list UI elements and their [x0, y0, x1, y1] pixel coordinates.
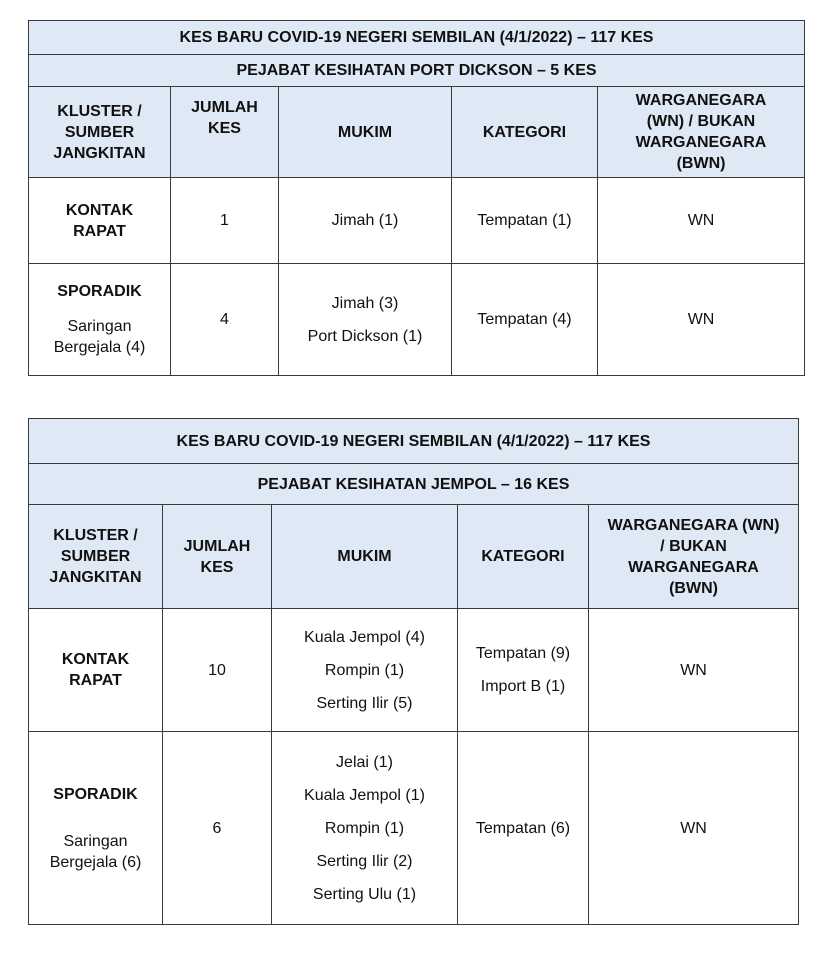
table-subtitle: PEJABAT KESIHATAN JEMPOL – 16 KES [29, 464, 799, 505]
table-port-dickson [28, 20, 805, 376]
header-kluster-line: KLUSTER / [53, 527, 138, 544]
mukim-line: Rompin (1) [324, 661, 405, 679]
mukim-line: Kuala Jempol (4) [304, 628, 425, 646]
cell-kluster [29, 264, 171, 376]
cell-kategori: Tempatan (4) [452, 264, 598, 376]
mukim-line: Port Dickson (1) [307, 327, 423, 345]
cell-warga: WN [589, 732, 799, 925]
header-warga-line: WARGANEGARA [635, 92, 767, 109]
header-jumlah [163, 505, 272, 609]
header-warga [598, 87, 805, 178]
table-row [29, 609, 799, 732]
cell-mukim [272, 609, 458, 732]
table-title: KES BARU COVID-19 NEGERI SEMBILAN (4/1/2022) – 117 KES [29, 21, 805, 55]
header-warga-line: (WN) / BUKAN [646, 113, 756, 130]
header-kategori: KATEGORI [458, 505, 589, 609]
header-kluster-line: SUMBER [64, 123, 135, 141]
cell-warga: WN [598, 178, 805, 264]
table-row [29, 178, 805, 264]
mukim-line: Rompin (1) [324, 819, 405, 837]
mukim-line: Jelai (1) [336, 753, 393, 771]
header-jumlah-line: JUMLAH [191, 99, 258, 116]
kluster-sub-line: Bergejala (4) [53, 339, 146, 356]
mukim-line: Jimah (3) [331, 294, 399, 312]
header-warga-line: WARGANEGARA (WN) [607, 516, 780, 534]
kluster-line: RAPAT [73, 222, 126, 240]
header-warga-line: WARGANEGARA [635, 134, 767, 151]
mukim-line: Kuala Jempol (1) [304, 786, 425, 804]
header-jumlah-line: KES [208, 120, 241, 137]
kluster-sub-line: Saringan [63, 832, 128, 850]
kluster-line: KONTAK [65, 201, 134, 219]
cell-kategori: Tempatan (6) [458, 732, 589, 925]
header-kluster-line: JANGKITAN [49, 569, 142, 586]
cell-jumlah: 10 [163, 609, 272, 732]
header-kluster-line: JANGKITAN [53, 144, 146, 162]
kluster-line: SPORADIK [57, 283, 142, 300]
kluster-sub-line: Bergejala (6) [49, 853, 142, 871]
mukim-line: Serting Ilir (5) [316, 694, 413, 712]
cell-mukim: Jimah (1) [279, 178, 452, 264]
cell-kluster [29, 178, 171, 264]
cell-jumlah: 4 [171, 264, 279, 376]
header-mukim: MUKIM [272, 505, 458, 609]
header-kluster [29, 505, 163, 609]
cell-kluster [29, 732, 163, 925]
header-warga-line: / BUKAN [660, 537, 727, 555]
table-subtitle: PEJABAT KESIHATAN PORT DICKSON – 5 KES [29, 55, 805, 87]
header-warga-line: (BWN) [676, 155, 726, 172]
kluster-line: KONTAK [61, 651, 130, 668]
cell-kluster [29, 609, 163, 732]
cell-kategori [458, 609, 589, 732]
table-jempol [28, 418, 799, 925]
header-warga-line: (BWN) [669, 579, 718, 597]
mukim-line: Serting Ulu (1) [312, 885, 417, 903]
mukim-line: Serting Ilir (2) [316, 852, 413, 870]
header-jumlah-line: KES [200, 558, 234, 576]
cell-warga: WN [598, 264, 805, 376]
header-warga-line: WARGANEGARA [628, 558, 759, 576]
kluster-line: SPORADIK [53, 785, 138, 803]
kategori-line: Import B (1) [480, 678, 566, 695]
kategori-line: Tempatan (9) [475, 645, 571, 662]
kluster-line: RAPAT [69, 672, 122, 689]
table-title: KES BARU COVID-19 NEGERI SEMBILAN (4/1/2022) – 117 KES [29, 419, 799, 464]
cell-mukim [272, 732, 458, 925]
header-kluster-line: KLUSTER / [57, 102, 142, 120]
header-kluster-line: SUMBER [60, 548, 131, 565]
cell-jumlah: 6 [163, 732, 272, 925]
table-row [29, 264, 805, 376]
cell-jumlah: 1 [171, 178, 279, 264]
cell-mukim [279, 264, 452, 376]
header-warga [589, 505, 799, 609]
header-mukim: MUKIM [279, 87, 452, 178]
header-kluster [29, 87, 171, 178]
cell-warga: WN [589, 609, 799, 732]
header-kategori: KATEGORI [452, 87, 598, 178]
table-row [29, 732, 799, 925]
kluster-sub-line: Saringan [67, 318, 132, 335]
header-jumlah [171, 87, 279, 178]
header-jumlah-line: JUMLAH [183, 537, 251, 555]
cell-kategori: Tempatan (1) [452, 178, 598, 264]
